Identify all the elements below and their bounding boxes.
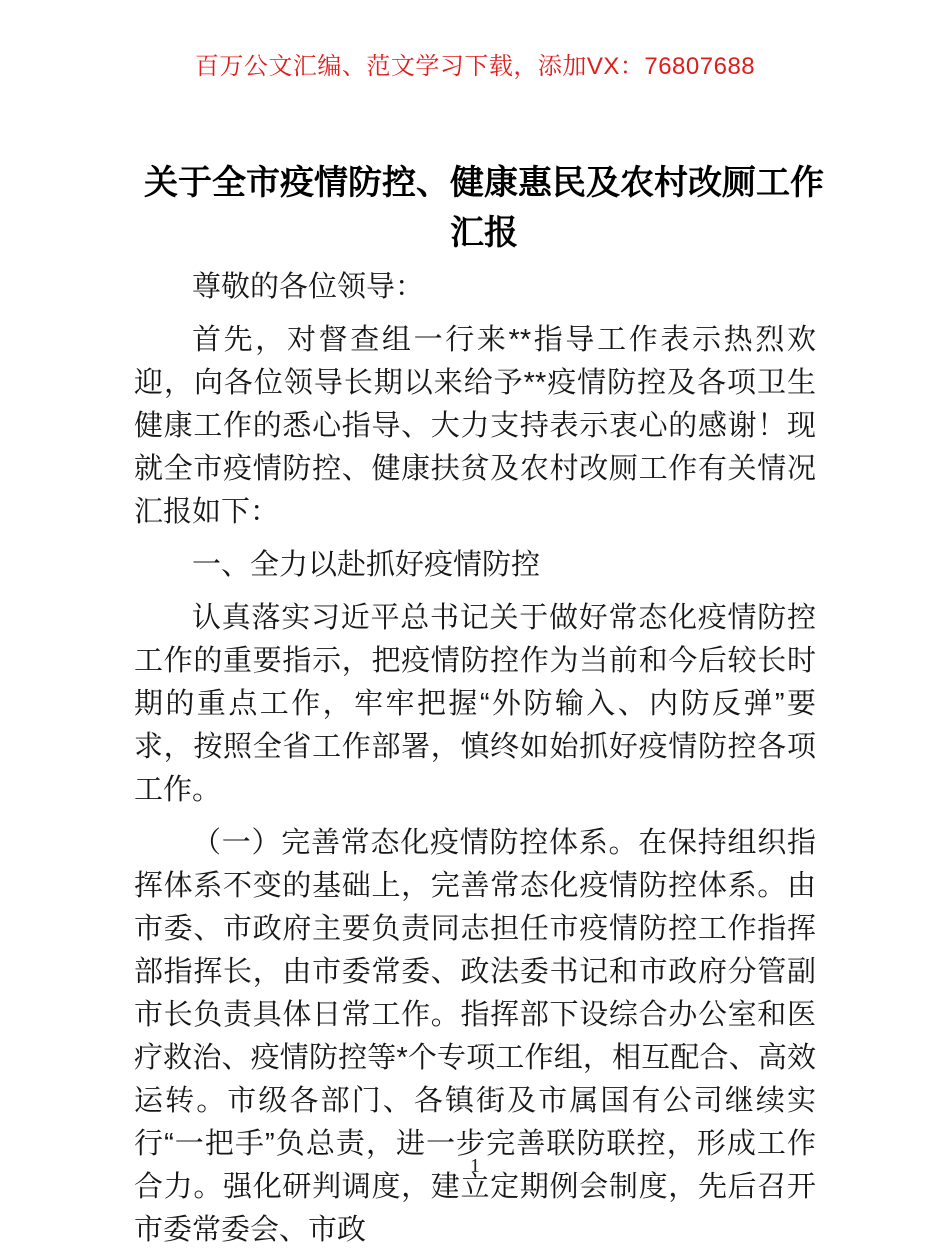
paragraph-subsection-body: （一）完善常态化疫情防控体系。在保持组织指挥体系不变的基础上，完善常态化疫情防控体系。由市委、市政府主要负责同志担任市疫情防控工作指挥部指挥长，由市委常委、政法委书记和市政府分管副市长负责具体日常工作。指挥部下设综合办公室和医疗救治、疫情防控等*个专项工作组，相互配合、高效运转。市级各部门、各镇街及市属国有公司继续实行“一把手”负总责，进一步完善联防联控，形成工作合力。强化研判调度，建立定期例会制度，先后召开市委常委会、市政 (134, 827, 816, 1246)
document-body (134, 266, 816, 1252)
promo-header-text: 百万公文汇编、范文学习下载，添加VX：76807688 (194, 53, 756, 80)
document-title: 关于全市疫情防控、健康惠民及农村改厕工作汇报 (144, 164, 824, 252)
paragraph-section-body: 认真落实习近平总书记关于做好常态化疫情防控工作的重要指示，把疫情防控作为当前和今后较长时期的重点工作，牢牢把握“外防输入、内防反弹”要求，按照全省工作部署，慎终如始抓好疫情防控各项工作。 (134, 602, 816, 806)
paragraph-salutation: 尊敬的各位领导： (192, 271, 425, 303)
paragraph-section-heading: 一、全力以赴抓好疫情防控 (192, 549, 541, 581)
page-number: 1 (470, 1155, 480, 1177)
paragraph-intro: 首先，对督查组一行来**指导工作表示热烈欢迎，向各位领导长期以来给予**疫情防控及各项卫生健康工作的悉心指导、大力支持表示衷心的感谢！现就全市疫情防控、健康扶贫及农村改厕工作有关情况汇报如下： (134, 324, 816, 528)
